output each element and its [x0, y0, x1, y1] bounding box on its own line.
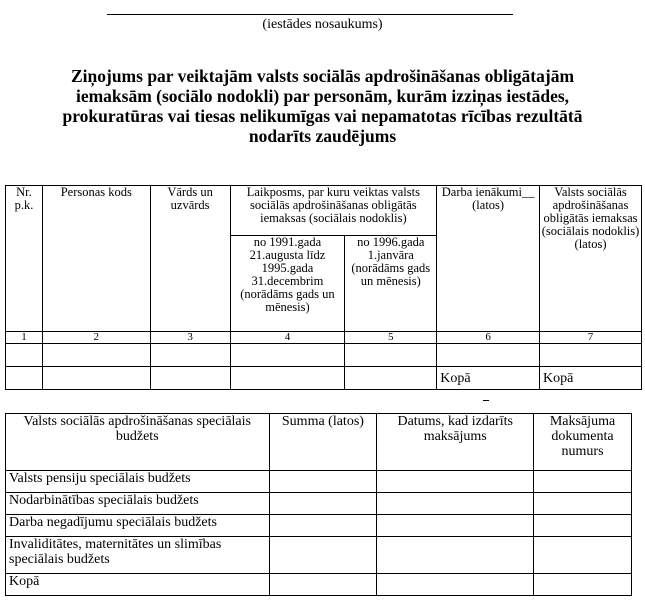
total-darba-ienakumi: Kopā	[437, 367, 540, 390]
empty-cell	[540, 344, 642, 367]
row-invaliditates-budzets: Invaliditātes, maternitātes un slimības speciālais budžets	[6, 537, 270, 574]
column-number: 1	[6, 332, 43, 344]
header-budzets: Valsts sociālās apdrošināšanas speciālais budžets	[6, 414, 270, 471]
empty-cell	[534, 537, 632, 574]
column-number: 4	[230, 332, 345, 344]
empty-cell	[269, 537, 377, 574]
column-number: 7	[540, 332, 642, 344]
empty-cell	[230, 344, 345, 367]
empty-cell	[269, 515, 377, 537]
header-personas-kods: Personas kods	[42, 186, 150, 332]
column-number: 5	[345, 332, 437, 344]
header-valsts-iemaksas: Valsts sociālās apdrošināšanas obligātās iemaksas (sociālais nodoklis) (latos)	[540, 186, 642, 332]
empty-cell	[534, 515, 632, 537]
header-datums: Datums, kad izdarīts maksājums	[377, 414, 534, 471]
empty-cell	[377, 574, 534, 596]
empty-cell	[377, 493, 534, 515]
header-darba-ienakumi: Darba ienākumi__ (latos)	[437, 186, 540, 332]
empty-cell	[534, 574, 632, 596]
title-line: iemaksām (sociālo nodokli) par personām, kurām izziņas iestādes,	[75, 86, 570, 106]
row-pensiju-budzets: Valsts pensiju speciālais budžets	[6, 471, 270, 493]
total-valsts-iemaksas: Kopā	[540, 367, 642, 390]
signature-line	[107, 14, 513, 15]
title-line: nodarīts zaudējums	[248, 126, 397, 146]
empty-cell	[150, 344, 230, 367]
header-nr: Nr. p.k.	[6, 186, 43, 332]
title-line: prokuratūras vai tiesas nelikumīgas vai nepamatotas rīcības rezultātā	[62, 106, 583, 126]
empty-cell	[345, 367, 437, 390]
header-vards-uzvards: Vārds un uzvārds	[150, 186, 230, 332]
empty-cell	[345, 344, 437, 367]
empty-cell	[150, 367, 230, 390]
row-nodarbinatibas-budzets: Nodarbinātības speciālais budžets	[6, 493, 270, 515]
column-number: 6	[437, 332, 540, 344]
column-number: 3	[150, 332, 230, 344]
header-period-1996: no 1996.gada 1.janvāra (norādāms gads un mēnesis)	[345, 236, 437, 332]
empty-cell	[230, 367, 345, 390]
document-title	[20, 66, 625, 146]
empty-cell	[377, 537, 534, 574]
empty-cell	[269, 493, 377, 515]
header-laikposms: Laikposms, par kuru veiktas valsts sociālās apdrošināšanas obligātās iemaksas (sociālais nodoklis)	[230, 186, 437, 236]
row-darba-negadijumu-budzets: Darba negadījumu speciālais budžets	[6, 515, 270, 537]
header-dokumenta-numurs: Maksājuma dokumenta numurs	[534, 414, 632, 471]
title-line: Ziņojums par veiktajām valsts sociālās apdrošināšanas obligātajām	[70, 66, 575, 86]
empty-cell	[42, 344, 150, 367]
empty-cell	[6, 367, 43, 390]
dash-mark	[483, 400, 489, 401]
empty-cell	[377, 515, 534, 537]
institution-caption: (iestādes nosaukums)	[262, 17, 383, 32]
empty-cell	[42, 367, 150, 390]
empty-cell	[437, 344, 540, 367]
empty-cell	[269, 574, 377, 596]
empty-cell	[534, 493, 632, 515]
row-kopa: Kopā	[6, 574, 270, 596]
empty-cell	[377, 471, 534, 493]
header-period-1991: no 1991.gada 21.augusta līdz 1995.gada 31.decembrim (norādāms gads un mēnesis)	[230, 236, 345, 332]
persons-table	[5, 185, 642, 390]
payments-table	[5, 413, 632, 596]
column-number: 2	[42, 332, 150, 344]
empty-cell	[6, 344, 43, 367]
empty-cell	[534, 471, 632, 493]
header-summa: Summa (latos)	[269, 414, 377, 471]
empty-cell	[269, 471, 377, 493]
